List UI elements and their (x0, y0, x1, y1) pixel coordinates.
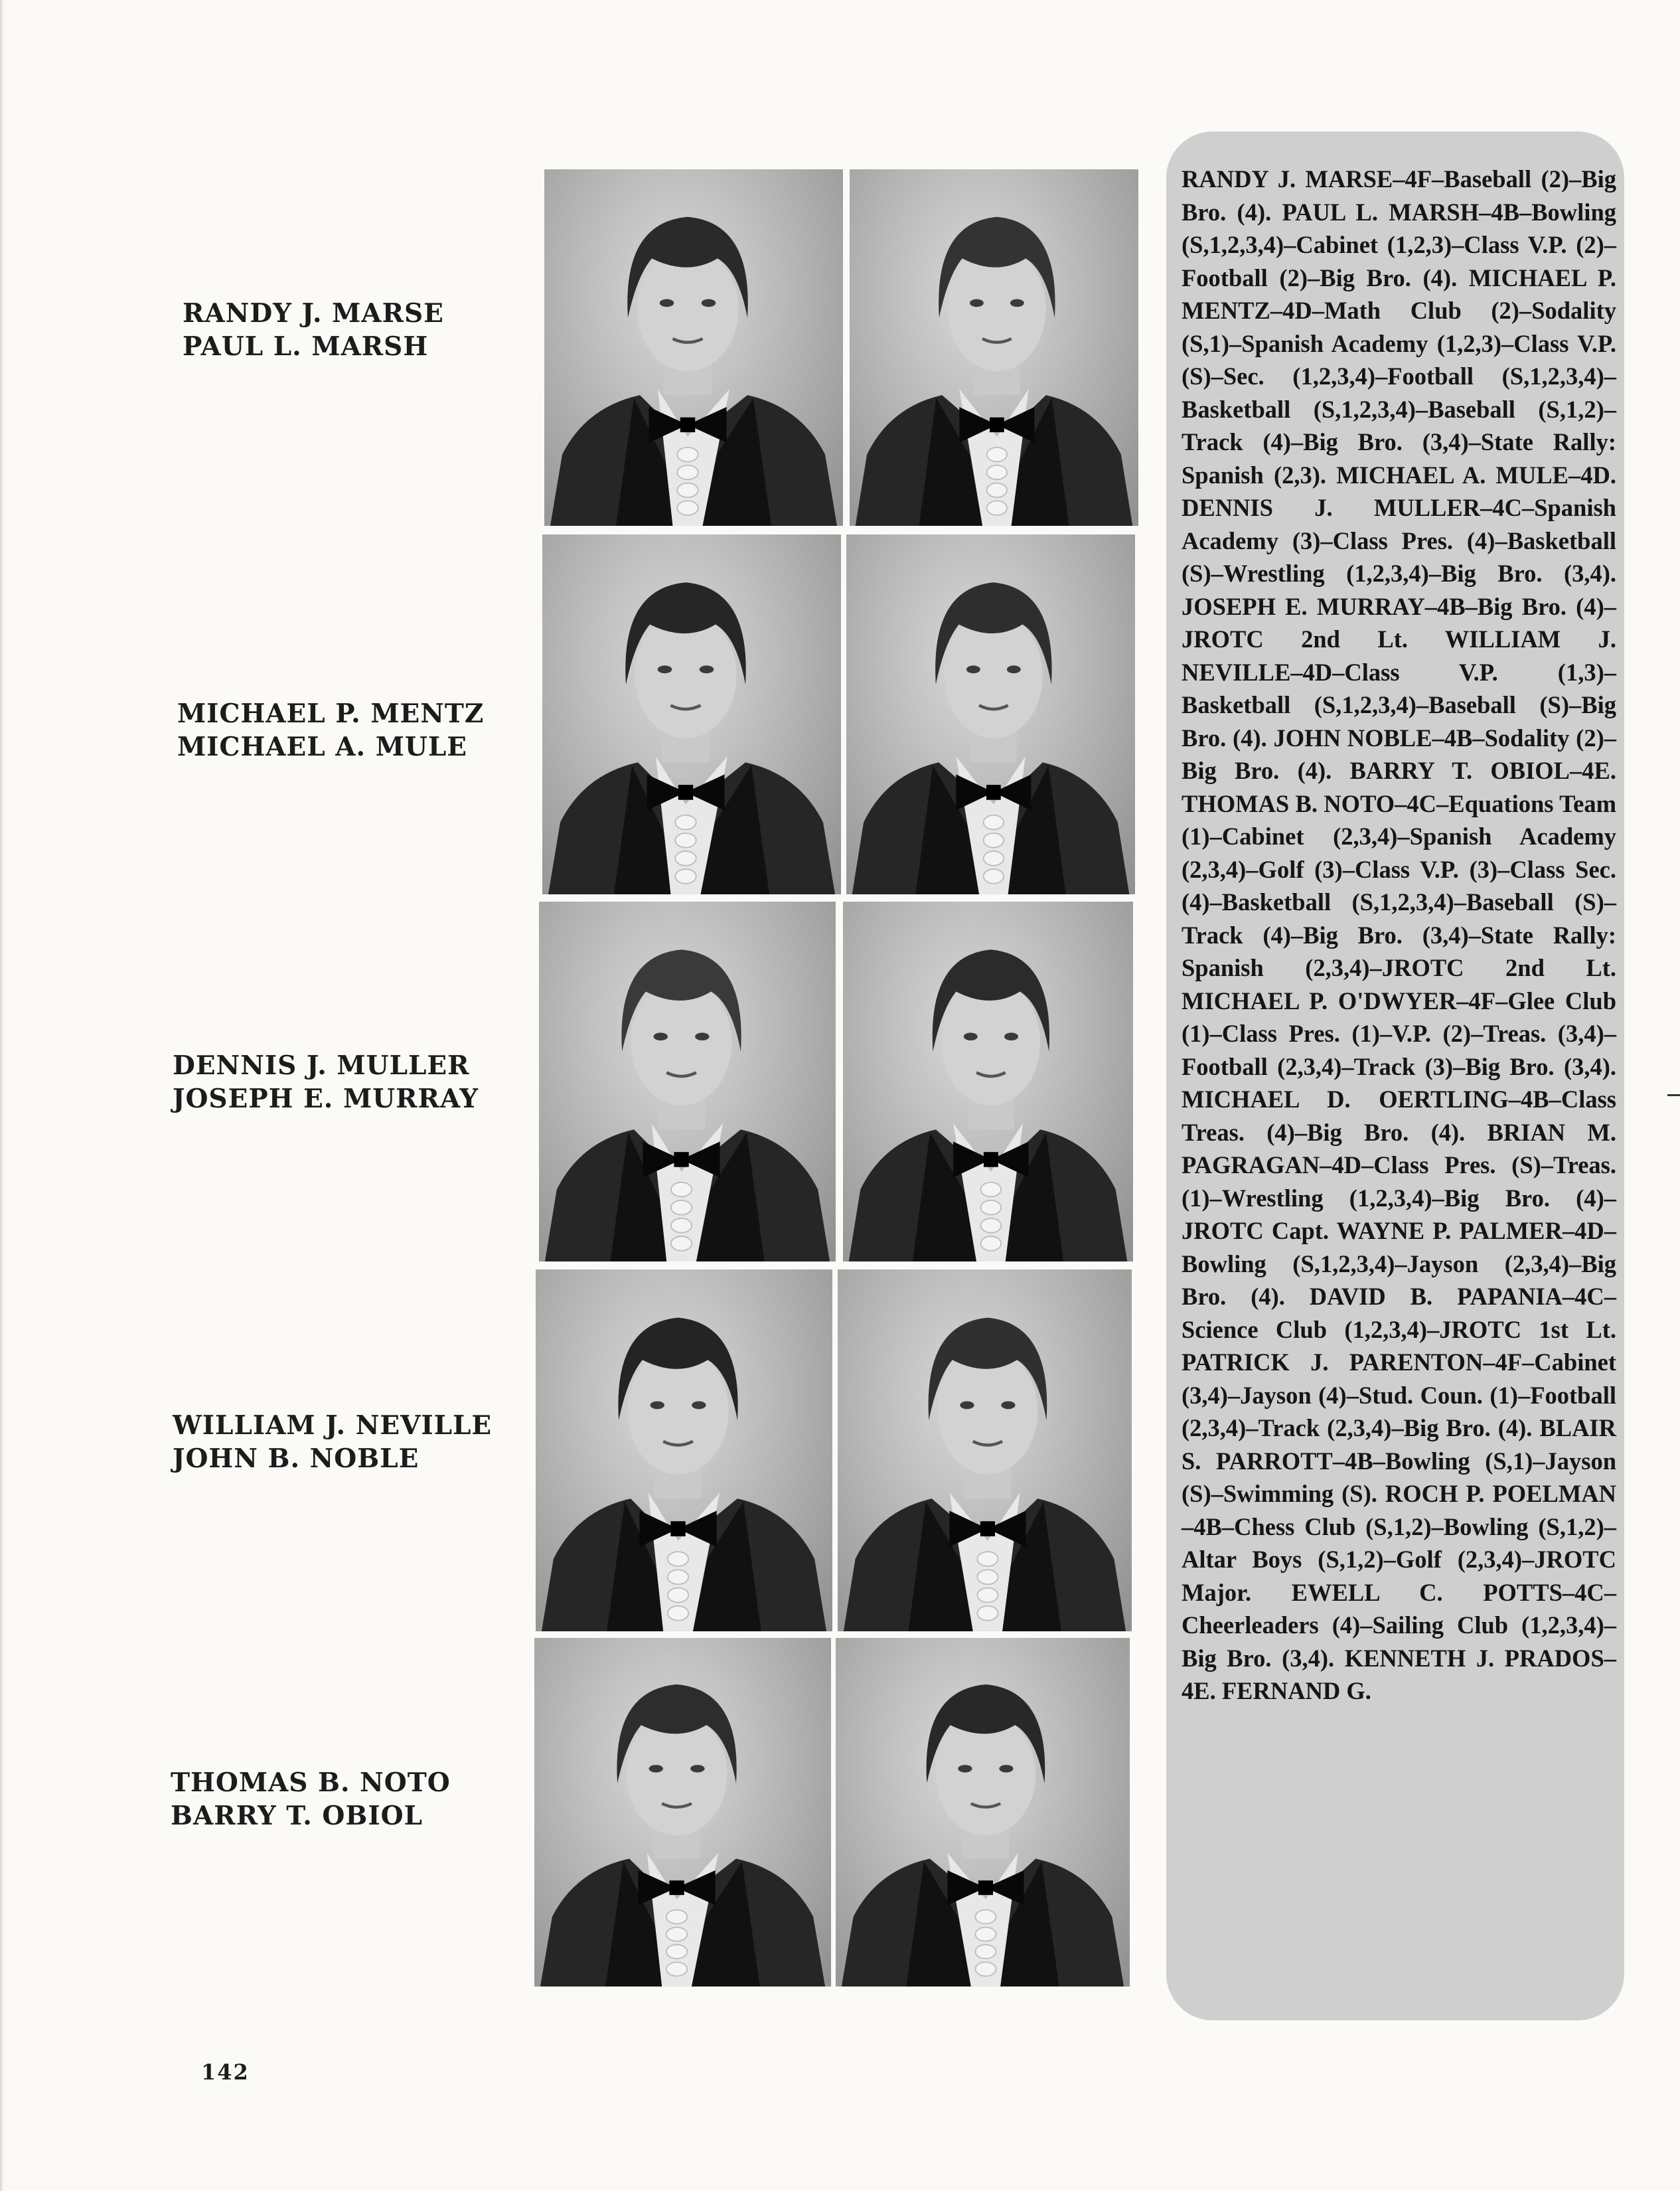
bow-tie-knot (678, 785, 694, 800)
shirt-ruffle (975, 1962, 996, 1976)
student-name: MICHAEL A. MULE (177, 732, 468, 762)
portrait-william-neville (536, 1269, 832, 1631)
name-caption-row-3 (173, 1049, 479, 1115)
eye-shape (960, 1401, 974, 1409)
margin-tick-mark (1667, 1094, 1680, 1096)
eye-shape (1004, 1032, 1018, 1040)
student-name: WILLIAM J. NEVILLE (173, 1410, 493, 1441)
eye-shape (958, 1765, 972, 1772)
shirt-ruffle (975, 1945, 996, 1959)
shirt-ruffle (981, 1200, 1002, 1215)
portrait-paul-marsh (850, 169, 1138, 526)
portrait-barry-obiol (836, 1638, 1130, 1987)
portrait-image (542, 534, 841, 894)
shirt-ruffle (981, 1182, 1002, 1197)
shirt-ruffle (675, 833, 696, 848)
shirt-ruffle (671, 1200, 692, 1215)
bow-tie-knot (980, 1521, 995, 1536)
eye-shape (1007, 665, 1021, 673)
shirt-ruffle (975, 1910, 996, 1924)
shirt-ruffle (675, 851, 696, 866)
portrait-image (836, 1638, 1130, 1987)
shirt-ruffle (668, 1552, 688, 1566)
portrait-michael-mule (846, 534, 1135, 894)
shirt-ruffle (671, 1182, 692, 1197)
eye-shape (654, 1032, 668, 1040)
page-binding-edge (0, 0, 4, 2191)
bow-tie-knot (674, 1152, 688, 1167)
shirt-ruffle (668, 1570, 688, 1584)
shirt-ruffle (668, 1588, 688, 1603)
student-name: JOHN B. NOBLE (173, 1443, 420, 1474)
shirt-ruffle (666, 1962, 687, 1976)
shirt-ruffle (977, 1606, 998, 1621)
portrait-image (539, 902, 836, 1261)
student-name: JOSEPH E. MURRAY (173, 1084, 479, 1114)
bow-tie-knot (990, 418, 1004, 432)
shirt-ruffle (666, 1910, 687, 1924)
shirt-ruffle (677, 465, 698, 479)
shirt-ruffle (977, 1552, 998, 1566)
bow-tie-knot (978, 1880, 993, 1895)
bow-tie-knot (986, 785, 1001, 800)
shirt-ruffle (987, 501, 1007, 515)
shirt-ruffle (675, 869, 696, 884)
shirt-ruffle (975, 1927, 996, 1941)
shirt-ruffle (671, 1218, 692, 1233)
portrait-joseph-murray (843, 902, 1133, 1261)
bow-tie-knot (984, 1152, 998, 1167)
shirt-ruffle (984, 815, 1004, 830)
eye-shape (660, 299, 674, 307)
portrait-randy-marse (544, 169, 843, 526)
portrait-image (534, 1638, 831, 1987)
portrait-michael-mentz (542, 534, 841, 894)
portrait-image (838, 1269, 1132, 1631)
biography-text: RANDY J. MARSE–4F–Baseball (2)–Big Bro. (4). PAUL L. MARSH–4B–Bowling (S,1,2,3,4)–Cabinet (1,2,3)–Class V.P. (2)–Football (2)–Big Bro. (4). MICHAEL P. MENTZ–4D–Math Club (2)–Sodality (S,1)–Spanish Academy (1,2,3)–Class V.P. (S)–Sec. (1,2,3,4)–Football (S,1,2,3,4)–Basketball (S,1,2,3,4)–Baseball (S,1,2)–Track (4)–Big Bro. (3,4)–State Rally: Spanish (2,3). MICHAEL A. MULE–4D. DENNIS J. MULLER–4C–Spanish Academy (3)–Class Pres. (4)–Basketball (S)–Wrestling (1,2,3,4)–Big Bro. (3,4). JOSEPH E. MURRAY–4B–Big Bro. (4)–JROTC 2nd Lt. WILLIAM J. NEVILLE–4D–Class V.P. (1,3)–Basketball (S,1,2,3,4)–Baseball (S)–Big Bro. (4). JOHN NOBLE–4B–Sodality (2)–Big Bro. (4). BARRY T. OBIOL–4E. THOMAS B. NOTO–4C–Equations Team (1)–Cabinet (2,3,4)–Spanish Academy (2,3,4)–Golf (3)–Class V.P. (3)–Class Sec. (4)–Basketball (S,1,2,3,4)–Baseball (S)–Track (4)–Big Bro. (3,4)–State Rally: Spanish (2,3,4)–JROTC 2nd Lt. MICHAEL P. O'DWYER–4F–Glee Club (1)–Class Pres. (1)–V.P. (2)–Treas. (3,4)–Football (2,3,4)–Track (3)–Big Bro. (3,4). MICHAEL D. OERTLING–4B–Class Treas. (4)–Big Bro. (4). BRIAN M. PAGRAGAN–4D–Class Pres. (S)–Treas. (1)–Wrestling (1,2,3,4)–Big Bro. (4)–JROTC Capt. WAYNE P. PALMER–4D–Bowling (S,1,2,3,4)–Jayson (2,3,4)–Big Bro. (4). DAVID B. PAPANIA–4C–Science Club (1,2,3,4)–JROTC 1st Lt. PATRICK J. PARENTON–4F–Cabinet (3,4)–Jayson (4)–Stud. Coun. (1)–Football (2,3,4)–Track (2,3,4)–Big Bro. (4). BLAIR S. PARROTT–4B–Bowling (S,1)–Jayson (S)–Swimming (S). ROCH P. POELMAN –4B–Chess Club (S,1,2)–Bowling (S,1,2)–Altar Boys (S,1,2)–Golf (2,3,4)–JROTC Major. EWELL C. POTTS–4C–Cheerleaders (4)–Sailing Club (1,2,3,4)–Big Bro. (3,4). KENNETH J. PRADOS–4E. FERNAND G. (1182, 165, 1616, 1704)
portrait-image (846, 534, 1135, 894)
shirt-ruffle (981, 1218, 1002, 1233)
shirt-ruffle (977, 1570, 998, 1584)
bow-tie-knot (680, 418, 696, 432)
portrait-john-noble (838, 1269, 1132, 1631)
student-name: THOMAS B. NOTO (171, 1767, 451, 1798)
portrait-image (850, 169, 1138, 526)
student-name: DENNIS J. MULLER (173, 1050, 470, 1081)
portrait-image (536, 1269, 832, 1631)
portrait-thomas-noto (534, 1638, 831, 1987)
shirt-ruffle (987, 447, 1007, 461)
eye-shape (658, 665, 672, 673)
shirt-ruffle (666, 1945, 687, 1959)
portrait-image (544, 169, 843, 526)
eye-shape (690, 1765, 704, 1772)
eye-shape (964, 1032, 978, 1040)
shirt-ruffle (987, 483, 1007, 497)
shirt-ruffle (671, 1236, 692, 1251)
eye-shape (1001, 1401, 1015, 1409)
shirt-ruffle (666, 1927, 687, 1941)
student-name: BARRY T. OBIOL (171, 1801, 423, 1831)
page-number: 142 (201, 2060, 250, 2085)
student-name: MICHAEL P. MENTZ (177, 698, 485, 729)
name-caption-row-5 (171, 1766, 451, 1832)
shirt-ruffle (984, 833, 1004, 848)
shirt-ruffle (981, 1236, 1002, 1251)
eye-shape (695, 1032, 709, 1040)
eye-shape (702, 299, 716, 307)
shirt-ruffle (677, 483, 698, 497)
shirt-ruffle (677, 447, 698, 461)
portrait-dennis-muller (539, 902, 836, 1261)
portrait-image (843, 902, 1133, 1261)
student-name: PAUL L. MARSH (183, 331, 429, 362)
eye-shape (999, 1765, 1013, 1772)
student-name: RANDY J. MARSE (183, 298, 444, 329)
eye-shape (650, 1401, 664, 1409)
shirt-ruffle (984, 851, 1004, 866)
shirt-ruffle (987, 465, 1007, 479)
eye-shape (692, 1401, 706, 1409)
eye-shape (649, 1765, 663, 1772)
shirt-ruffle (984, 869, 1004, 884)
name-caption-row-1 (183, 297, 444, 363)
shirt-ruffle (675, 815, 696, 830)
name-caption-row-4 (173, 1409, 492, 1475)
shirt-ruffle (977, 1588, 998, 1603)
bow-tie-knot (669, 1880, 684, 1895)
eye-shape (970, 299, 984, 307)
shirt-ruffle (668, 1606, 688, 1621)
shirt-ruffle (677, 501, 698, 515)
eye-shape (1010, 299, 1024, 307)
bow-tie-knot (670, 1521, 685, 1536)
eye-shape (700, 665, 714, 673)
name-caption-row-2 (177, 697, 484, 764)
eye-shape (966, 665, 980, 673)
